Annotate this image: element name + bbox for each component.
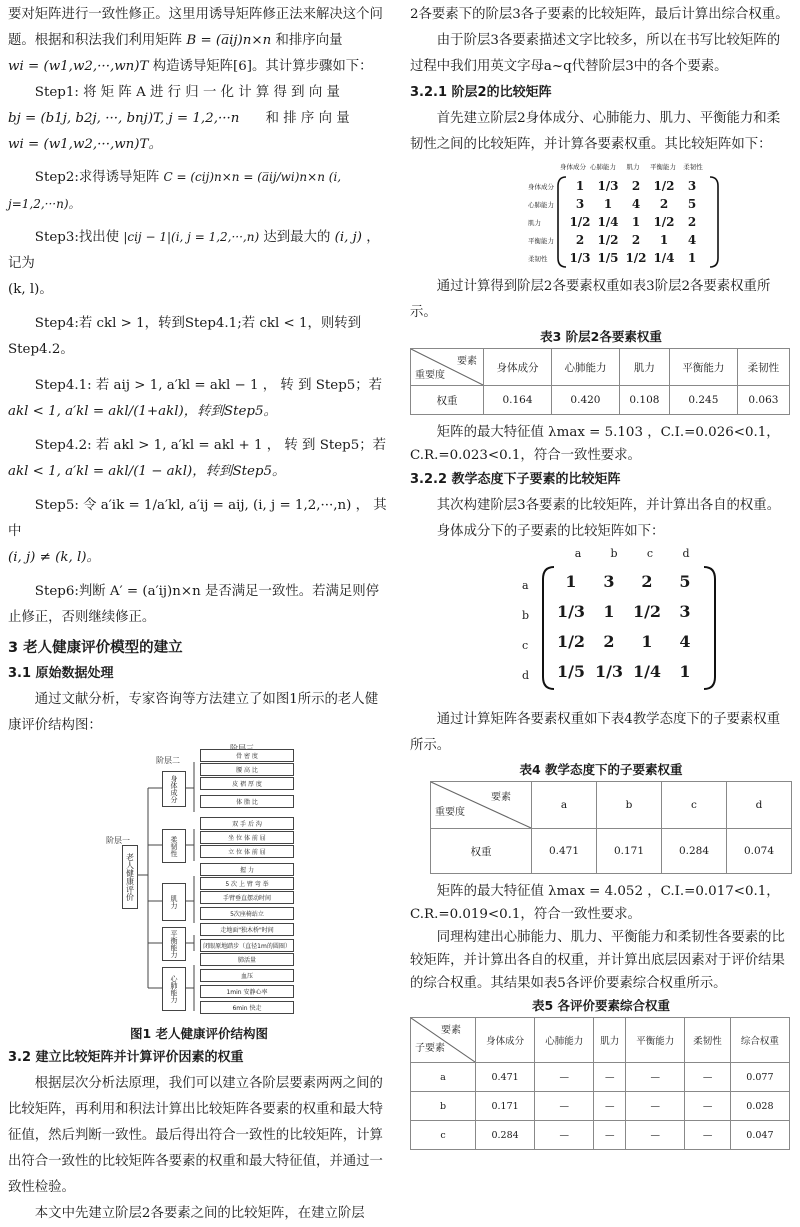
matrix2-cell: 1: [641, 632, 653, 651]
step6: [8, 579, 390, 631]
matrix2-row: [552, 597, 704, 627]
table5-cell: —: [594, 1092, 626, 1121]
matrix1-col-label: 柔韧性: [683, 163, 703, 171]
matrix2-cell: 4: [679, 632, 691, 651]
table5-row-label: b: [411, 1092, 476, 1121]
table4-caption: 表4 教学态度下的子要素权重: [519, 762, 683, 777]
text: 和排序向量: [275, 33, 343, 48]
matrix1-col-label: 身体成分: [560, 163, 586, 171]
figure-structure-diagram: [8, 743, 390, 1023]
matrix1-row-label: 心肺能力: [528, 201, 554, 209]
table4-diagonal-header: [431, 782, 532, 829]
level3-node: 肺活量: [200, 953, 294, 966]
text: Step3:找出使: [34, 230, 120, 245]
matrix1-cell: 1/2: [625, 251, 647, 265]
section-3-2-1-heading: 3.2.1 阶层2的比较矩阵: [410, 85, 552, 100]
paragraph-top-2: 由于阶层3各要素描述文字比较多，所以在书写比较矩阵的过程中我们用英文字母a~q代替阶层3中的各个要素。: [410, 33, 781, 74]
table3-cell: 0.164: [484, 386, 552, 415]
matrix1-cell: 2: [631, 233, 641, 247]
text: Step1: 将 矩 阵 A 进 行 归 一 化 计 算 得 到 向 量: [34, 85, 340, 100]
left-column: [8, 0, 390, 1227]
section-3-2-2-heading: 3.2.2 教学态度下子要素的比较矩阵: [410, 472, 621, 487]
paragraph-3-2-2: 其次构建阶层3各要素的比较矩阵，并计算出各自的权重。: [436, 498, 781, 513]
matrix1-cell: 1: [631, 215, 641, 229]
table4-cell: 0.074: [727, 829, 792, 874]
matrix2-row: [552, 627, 704, 657]
level2-node: 身体成分: [162, 771, 186, 807]
matrix1-cell: 1/2: [653, 215, 675, 229]
matrix2-row-label: a: [522, 579, 529, 592]
step3: [8, 224, 390, 277]
matrix2-cell: 1/4: [632, 662, 662, 681]
header-bottom-left: 重要度: [435, 807, 465, 818]
table3-diagonal-header: [411, 349, 484, 386]
matrix2-row: [552, 567, 704, 597]
level3-node: 5次座椅站立: [200, 907, 294, 920]
step1-line2: [8, 106, 390, 132]
paragraph-table3-intro: 通过计算得到阶层2各要素权重如表3阶层2各要素权重所示。: [410, 279, 771, 320]
matrix2-row-label: d: [522, 669, 530, 682]
table3-cell: 0.420: [551, 386, 619, 415]
table4-cell: 0.171: [597, 829, 662, 874]
matrix2-row-label: c: [522, 639, 529, 652]
matrix2-cell: 3: [603, 572, 615, 591]
matrix1-cell: 1: [659, 233, 669, 247]
table5-col: 肌力: [594, 1018, 626, 1063]
table5-cell: —: [685, 1121, 730, 1150]
section-3-2-heading: 3.2 建立比较矩阵并计算评价因素的权重: [8, 1050, 244, 1065]
table-row: [431, 829, 792, 874]
text: 要对矩阵进行一致性修正。这里用诱导矩阵修正法来解决这个问题。根据和积法我们利用矩阵: [8, 7, 383, 48]
step41b: [8, 399, 390, 425]
matrix1-cell: 3: [687, 179, 697, 193]
matrix1-body: [566, 177, 706, 267]
matrix1-cell: 1/2: [653, 179, 675, 193]
text: Step4:若 ckl > 1，转到Step4.1;若 ckl < 1，则转到Step4.2。: [8, 316, 362, 357]
matrix1-cell: 1: [575, 179, 585, 193]
table4: [430, 781, 792, 874]
table5-cell: 0.471: [476, 1063, 535, 1092]
matrix1-row: [566, 231, 706, 249]
table3-col-4: 柔韧性: [737, 349, 789, 386]
table5-cell: 0.047: [730, 1121, 789, 1150]
table-row: [411, 1121, 790, 1150]
matrix1-cell: 1: [687, 251, 697, 265]
text: Step4.1: 若 aij > 1, a′kl = akl − 1 ， 转 到 Step5；若: [34, 378, 383, 393]
matrix1-cell: 3: [575, 197, 585, 211]
right-column: [410, 0, 792, 1150]
table5-row-label: c: [411, 1121, 476, 1150]
table5-col: 平衡能力: [626, 1018, 685, 1063]
matrix2-cell: 3: [679, 602, 691, 621]
table5-cell: 0.028: [730, 1092, 789, 1121]
table-row: [411, 349, 790, 386]
root-node: 老人健康评价: [122, 845, 138, 909]
matrix2-cell: 1: [603, 602, 615, 621]
matrix1-row-label: 身体成分: [528, 183, 554, 191]
paragraph-3-1: 通过文献分析，专家咨询等方法建立了如图1所示的老人健康评价结构图：: [8, 692, 379, 733]
paragraph-3-2a: 根据层次分析法原理，我们可以建立各阶层要素两两之间的比较矩阵，再利用和积法计算出比较矩阵各要素的权重和最大特征值，然后判断一致性。最后得出符合一致性的比较矩阵，计算出符合一致性的比较矩阵各要素的权重和最大特征值，并通过一致性检验。: [8, 1076, 383, 1195]
matrix1-cell: 1/4: [597, 215, 619, 229]
table5-cell: —: [594, 1063, 626, 1092]
level3-node: 手臂垂直摆动时间: [200, 891, 294, 904]
text: 和 排 序 向 量: [265, 111, 350, 126]
table3: [410, 348, 790, 415]
paragraph-3-2-2b: 身体成分下的子要素的比较矩阵如下：: [436, 524, 665, 539]
matrix2-cell: 2: [603, 632, 615, 651]
step3-line2: [8, 277, 390, 303]
paragraph-3-2b: 本文中先建立阶层2各要素之间的比较矩阵，在建立阶层: [34, 1206, 365, 1221]
level3-node: 1min 安静心率: [200, 985, 294, 998]
matrix2-cell: 1/2: [632, 602, 662, 621]
paragraph-intro: [8, 2, 390, 54]
step4: [8, 311, 390, 363]
matrix1-row-label: 肌力: [528, 219, 541, 227]
matrix1-cell: 1/2: [569, 215, 591, 229]
header-top-right: 要素: [457, 356, 477, 367]
matrix1-cell: 1/2: [597, 233, 619, 247]
step2: [8, 164, 390, 218]
matrix2-cell: 1/2: [556, 632, 586, 651]
table-row: [411, 386, 790, 415]
math: C = (cij)n×n = (a̅ij/wi)n×n (i, j=1,2,···n)。: [8, 170, 342, 211]
level2-node: 心肺能力: [162, 967, 186, 1011]
table4-col-2: c: [662, 782, 727, 829]
figure-connectors: [8, 743, 390, 1023]
table-row: [411, 1018, 790, 1063]
matrix2-cell: 1/3: [594, 662, 624, 681]
text: 达到最大的: [263, 230, 331, 245]
matrix1-cell: 1/3: [569, 251, 591, 265]
level3-node: 坐 位 体 前 屈: [200, 831, 294, 844]
matrix1-col-label: 平衡能力: [650, 163, 676, 171]
level2-node: 柔韧性: [162, 829, 186, 863]
table3-cell: 0.245: [669, 386, 737, 415]
matrix2-row: [552, 657, 704, 687]
table5: [410, 1017, 790, 1150]
table3-caption: 表3 阶层2各要素权重: [540, 329, 662, 344]
math: bj = (b1j, b2j, ···, bnj)T, j = 1,2,···n: [8, 111, 240, 126]
math: akl < 1, a′kl = akl/(1 − akl)，转到Step5。: [8, 464, 286, 479]
level3-node: 走地面"独木桥"时间: [200, 923, 294, 936]
level3-node: 立 位 体 前 屈: [200, 845, 294, 858]
matrix1-row-label: 平衡能力: [528, 237, 554, 245]
table5-cell: —: [535, 1121, 594, 1150]
table4-cell: 0.471: [532, 829, 597, 874]
table5-cell: —: [685, 1063, 730, 1092]
level3-node: 血压: [200, 969, 294, 982]
matrix1-row-headers: [528, 178, 554, 268]
paragraph-lambda2: 矩阵的最大特征值 λmax = 4.052 ，C.I.=0.017<0.1，C.R.=0.019<0.1，符合一致性要求。: [410, 884, 780, 922]
level3-node: 5 次 上 臂 弯 举: [200, 877, 294, 890]
matrix2-cell: 1/3: [556, 602, 586, 621]
matrix1-cell: 4: [631, 197, 641, 211]
level3-node: 闭眼原地踏步（直径1m的圆圈）: [200, 939, 294, 952]
text: Step4.2: 若 akl > 1, a′kl = akl + 1 ， 转 到 Step5；若: [34, 438, 387, 453]
matrix1-row: [566, 213, 706, 231]
matrix1-cell: 2: [631, 179, 641, 193]
table5-cell: —: [626, 1121, 685, 1150]
table5-cell: 0.171: [476, 1092, 535, 1121]
table5-col: 心肺能力: [535, 1018, 594, 1063]
step5b: [8, 545, 390, 571]
matrix1-cell: 1/5: [597, 251, 619, 265]
matrix1-cell: 2: [575, 233, 585, 247]
matrix2-col-label: a: [574, 547, 582, 560]
step1: [8, 80, 390, 106]
step5: [8, 493, 390, 545]
matrix1-cell: 2: [687, 215, 697, 229]
step41: [8, 373, 390, 399]
header-bottom-left: 子要素: [415, 1043, 445, 1054]
matrix1-cell: 1/3: [597, 179, 619, 193]
matrix2-cell: 1: [565, 572, 577, 591]
matrix2-cell: 1: [679, 662, 691, 681]
table5-cell: —: [685, 1092, 730, 1121]
math: (i, j): [334, 230, 363, 245]
matrix-level2: [410, 162, 792, 274]
paragraph-3-2-1: 首先建立阶层2身体成分、心肺能力、肌力、平衡能力和柔韧性之间的比较矩阵，并计算各要素权重。其比较矩阵如下：: [410, 111, 781, 152]
table3-col-1: 心肺能力: [551, 349, 619, 386]
paragraph-final: 同理构建出心肺能力、肌力、平衡能力和柔韧性各要素的比较矩阵，并计算出各自的权重，并计算出底层因素对于评价结果的综合权重。其结果如表5各评价要素综合权重所示。: [410, 930, 785, 991]
table3-col-2: 肌力: [619, 349, 669, 386]
level3-node: 腰 高 比: [200, 763, 294, 776]
matrix2-col-label: b: [610, 547, 618, 560]
text: Step2:求得诱导矩阵: [34, 170, 160, 185]
matrix1-row: [566, 249, 706, 267]
math: B = (a̅ij)n×n: [186, 33, 272, 48]
table3-cell: 0.108: [619, 386, 669, 415]
level3-node: 皮 褶 厚 度: [200, 777, 294, 790]
paragraph-top: 2各要素下的阶层3各子要素的比较矩阵，最后计算出综合权重。: [410, 7, 789, 22]
table5-cell: —: [594, 1121, 626, 1150]
table5-body: [411, 1063, 790, 1150]
table3-col-3: 平衡能力: [669, 349, 737, 386]
header-top-right: 要素: [491, 792, 511, 803]
table5-cell: 0.284: [476, 1121, 535, 1150]
matrix1-row: [566, 195, 706, 213]
matrix-body-composition: [410, 545, 792, 695]
matrix2-col-label: d: [682, 547, 690, 560]
level2-node: 平衡能力: [162, 927, 186, 961]
matrix1-cell: 1: [603, 197, 613, 211]
text: (k, l)。: [8, 282, 53, 297]
matrix1-right-bracket: [708, 176, 720, 268]
matrix2-cell: 5: [679, 572, 691, 591]
matrix1-row-label: 柔韧性: [528, 255, 548, 263]
step42b: [8, 459, 390, 485]
paragraph-intro-2: [8, 54, 390, 80]
matrix2-cell: 1/5: [556, 662, 586, 681]
table3-cell: 0.063: [737, 386, 789, 415]
matrix1-row: [566, 177, 706, 195]
matrix1-cell: 4: [687, 233, 697, 247]
table5-cell: —: [626, 1092, 685, 1121]
matrix2-row-label: b: [522, 609, 530, 622]
section-3-heading: 3 老人健康评价模型的建立: [8, 640, 183, 656]
figure-caption: 图1 老人健康评价结构图: [129, 1026, 269, 1041]
text: ，记为: [8, 230, 380, 271]
step1-line3: [8, 132, 390, 158]
text: Step6:判断 A′ = (a′ij)n×n 是否满足一致性。若满足则停止修正，否则继续修正。: [8, 584, 380, 625]
matrix1-cell: 1/4: [653, 251, 675, 265]
table5-row-label: a: [411, 1063, 476, 1092]
math: akl < 1, a′kl = akl/(1+akl)，转到Step5。: [8, 404, 277, 419]
table5-col: 综合权重: [730, 1018, 789, 1063]
level3-node: 双 手 后 沟: [200, 817, 294, 830]
math: (i, j) ≠ (k, l)。: [8, 550, 100, 565]
math: |cij − 1|(i, j = 1,2,···,n): [123, 230, 260, 244]
matrix2-body: [552, 567, 704, 687]
section-3-1-heading: 3.1 原始数据处理: [8, 666, 114, 681]
matrix1-cell: 5: [687, 197, 697, 211]
table5-cell: —: [626, 1063, 685, 1092]
matrix2-column-headers: [560, 547, 704, 560]
matrix1-col-label: 肌力: [626, 163, 640, 171]
table5-cell: 0.077: [730, 1063, 789, 1092]
table5-col: 柔韧性: [685, 1018, 730, 1063]
matrix1-cell: 2: [659, 197, 669, 211]
table4-col-3: d: [727, 782, 792, 829]
level3-node: 体 脂 比: [200, 795, 294, 808]
table5-caption: 表5 各评价要素综合权重: [531, 998, 671, 1013]
matrix2-col-label: c: [646, 547, 654, 560]
table5-diagonal-header: [411, 1018, 476, 1063]
header-top-right: 要素: [441, 1025, 461, 1036]
text: Step5: 令 a′ik = 1/a′kl, a′ij = aij, (i, j = 1,2,···,n) ， 其 中: [8, 498, 387, 539]
level2-node: 肌力: [162, 883, 186, 921]
matrix1-column-headers: [558, 162, 708, 171]
table4-col-1: b: [597, 782, 662, 829]
text: 构造诱导矩阵[6]。其计算步骤如下：: [152, 59, 373, 74]
matrix2-row-headers: [522, 571, 529, 691]
table3-row-label: 权重: [411, 386, 484, 415]
table5-col: 身体成分: [476, 1018, 535, 1063]
table3-col-0: 身体成分: [484, 349, 552, 386]
paragraph-lambda1: 矩阵的最大特征值 λmax = 5.103 ，C.I.=0.026<0.1，C.R.=0.023<0.1，符合一致性要求。: [410, 425, 780, 463]
table4-cell: 0.284: [662, 829, 727, 874]
level1-label: 阶层一: [106, 836, 130, 845]
table4-col-0: a: [532, 782, 597, 829]
math: wi = (w1,w2,···,wn)T。: [8, 137, 162, 152]
header-bottom-left: 重要度: [415, 370, 445, 381]
table-row: [411, 1092, 790, 1121]
table-row: [431, 782, 792, 829]
level3-node: 握 力: [200, 863, 294, 876]
level3-node: 6min 快走: [200, 1001, 294, 1014]
matrix1-col-label: 心肺能力: [590, 163, 616, 171]
matrix2-cell: 2: [641, 572, 653, 591]
step42: [8, 433, 390, 459]
matrix2-right-bracket: [702, 565, 718, 691]
level2-label: 阶层二: [156, 756, 180, 765]
table-row: [411, 1063, 790, 1092]
table4-row-label: 权重: [431, 829, 532, 874]
level3-node: 骨 密 度: [200, 749, 294, 762]
table5-cell: —: [535, 1092, 594, 1121]
table5-cell: —: [535, 1063, 594, 1092]
paragraph-table4-intro: 通过计算矩阵各要素权重如下表4教学态度下的子要素权重所示。: [410, 712, 781, 753]
math: wi = (w1,w2,···,wn)T: [8, 59, 149, 74]
